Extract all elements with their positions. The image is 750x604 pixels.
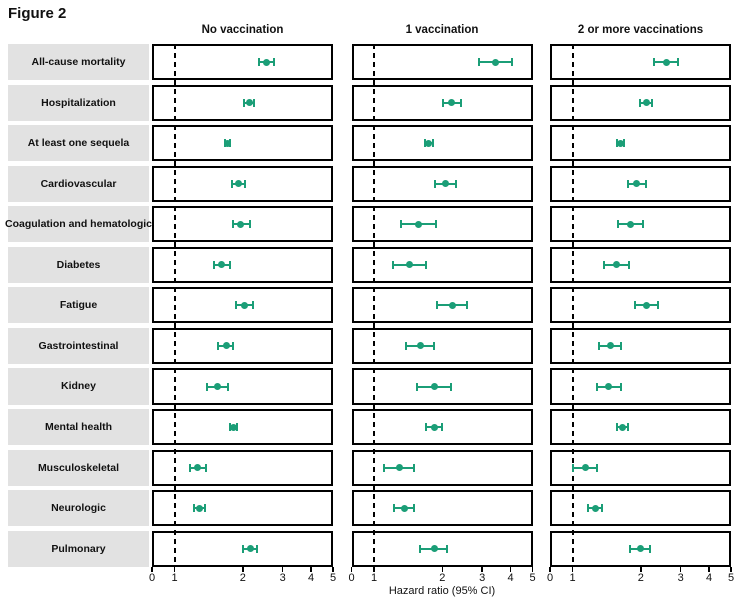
panel-box: [550, 368, 731, 404]
ci-cap-high: [601, 504, 603, 512]
point-estimate-dot: [605, 383, 612, 390]
point-estimate-dot: [442, 180, 449, 187]
x-axis-tick-label: 1: [171, 571, 178, 584]
ci-cap-high: [229, 261, 231, 269]
x-axis-tick-label: 4: [507, 571, 514, 584]
panel-box: [352, 125, 533, 161]
panel-box: [152, 450, 333, 486]
panel-box: [352, 490, 533, 526]
panel-box: [352, 328, 533, 364]
row-label-fatigue: [8, 287, 149, 323]
row-label-text: Pulmonary: [51, 542, 106, 555]
ci-cap-high: [450, 383, 452, 391]
x-axis-tick-label: 0: [148, 571, 156, 584]
row-label-diabetes: [8, 247, 149, 283]
ci-cap-low: [634, 301, 636, 309]
ci-cap-low: [383, 464, 385, 472]
ci-cap-high: [227, 383, 229, 391]
x-axis-tick-label: 3: [479, 571, 486, 584]
ci-cap-low: [392, 261, 394, 269]
row-label-text: Mental health: [44, 421, 113, 434]
ci-cap-low: [243, 99, 245, 107]
point-estimate-dot: [396, 464, 403, 471]
x-axis-tick-label: 3: [677, 571, 684, 584]
panel-box: [352, 206, 533, 242]
x-axis-tick-label: 5: [529, 571, 536, 584]
ci-cap-low: [189, 464, 191, 472]
row-label-text: At least one sequela: [27, 137, 130, 150]
ci-cap-low: [639, 99, 641, 107]
ci-cap-high: [628, 261, 630, 269]
panel-box: [152, 490, 333, 526]
row-label-text: All-cause mortality: [31, 56, 126, 69]
ci-cap-high: [651, 99, 653, 107]
x-axis-tick-label: 5: [329, 571, 337, 584]
ci-cap-low: [478, 58, 480, 66]
panel-box: [550, 490, 731, 526]
point-estimate-dot: [214, 383, 221, 390]
ci-cap-high: [433, 342, 435, 350]
ci-cap-high: [460, 99, 462, 107]
ci-cap-high: [273, 58, 275, 66]
ci-cap-high: [253, 99, 255, 107]
ci-cap-low: [217, 342, 219, 350]
ci-cap-low: [193, 504, 195, 512]
x-axis-tick-label: 4: [705, 571, 713, 584]
ci-cap-high: [642, 220, 644, 228]
ci-cap-low: [242, 545, 244, 553]
row-label-text: Diabetes: [56, 258, 101, 271]
row-label-text: Neurologic: [51, 502, 106, 515]
column-header-1-vaccination: 1 vaccination: [405, 24, 479, 36]
row-label-text: Gastrointestinal: [38, 339, 119, 352]
panel-box: [152, 125, 333, 161]
row-label-text: Hospitalization: [41, 96, 116, 109]
ci-cap-low: [442, 99, 444, 107]
ci-cap-low: [393, 504, 395, 512]
ci-cap-low: [617, 220, 619, 228]
column-header-2-or-more-vaccinations: 2 or more vaccinations: [577, 24, 704, 36]
point-estimate-dot: [425, 140, 432, 147]
panel-box: [550, 328, 731, 364]
point-estimate-dot: [246, 99, 253, 106]
ci-cap-high: [455, 180, 457, 188]
ci-cap-low: [231, 180, 233, 188]
ci-cap-low: [616, 423, 618, 431]
row-label-pulmonary: [8, 531, 149, 567]
ci-cap-high: [252, 301, 254, 309]
point-estimate-dot: [401, 505, 408, 512]
ci-cap-low: [572, 464, 574, 472]
row-label-hospitalization: [8, 85, 149, 121]
row-label-text: Cardiovascular: [40, 177, 117, 190]
point-estimate-dot: [619, 424, 626, 431]
row-label-neurologic: [8, 490, 149, 526]
ci-cap-high: [446, 545, 448, 553]
point-estimate-dot: [582, 464, 589, 471]
row-label-at-least-one-sequela: [8, 125, 149, 161]
point-estimate-dot: [431, 424, 438, 431]
x-axis-tick-label: 2: [637, 571, 644, 584]
ci-cap-high: [413, 464, 415, 472]
ci-cap-low: [416, 383, 418, 391]
ci-cap-high: [649, 545, 651, 553]
panel-box: [352, 450, 533, 486]
ci-cap-low: [206, 383, 208, 391]
ci-cap-high: [511, 58, 513, 66]
row-label-coagulation-and-hematologic: [5, 206, 153, 242]
ci-cap-low: [627, 180, 629, 188]
row-label-kidney: [8, 368, 149, 404]
panel-box: [152, 409, 333, 445]
point-estimate-dot: [431, 545, 438, 552]
row-label-gastrointestinal: [8, 328, 149, 364]
ci-cap-high: [232, 342, 234, 350]
panel-box: [152, 44, 333, 80]
ci-cap-high: [435, 220, 437, 228]
ci-cap-high: [413, 504, 415, 512]
ci-cap-high: [432, 139, 434, 147]
point-estimate-dot: [224, 140, 231, 147]
ci-cap-high: [425, 261, 427, 269]
x-axis-tick-label: 1: [569, 571, 576, 584]
ci-cap-high: [677, 58, 679, 66]
x-axis-tick-label: 2: [239, 571, 246, 584]
ci-cap-high: [244, 180, 246, 188]
ci-cap-low: [213, 261, 215, 269]
ci-cap-low: [232, 220, 234, 228]
panel-box: [550, 44, 731, 80]
ci-cap-low: [598, 342, 600, 350]
column-header-no-vaccination: No vaccination: [201, 24, 284, 36]
x-axis-tick-label: 2: [439, 571, 446, 584]
ci-cap-low: [436, 301, 438, 309]
figure-title: Figure 2: [8, 5, 67, 22]
ci-cap-low: [419, 545, 421, 553]
x-axis-tick-label: 0: [348, 571, 355, 584]
ci-cap-low: [405, 342, 407, 350]
row-label-text: Fatigue: [59, 299, 98, 312]
x-axis-title: Hazard ratio (95% CI): [388, 585, 496, 597]
point-estimate-dot: [194, 464, 201, 471]
ci-cap-low: [629, 545, 631, 553]
x-axis-tick-label: 3: [279, 571, 286, 584]
point-estimate-dot: [492, 59, 499, 66]
ci-cap-high: [249, 220, 251, 228]
ci-cap-low: [596, 383, 598, 391]
panel-box: [352, 247, 533, 283]
ci-cap-high: [645, 180, 647, 188]
point-estimate-dot: [263, 59, 270, 66]
panel-box: [550, 125, 731, 161]
ci-cap-high: [466, 301, 468, 309]
x-axis-tick-label: 4: [307, 571, 315, 584]
ci-cap-high: [627, 423, 629, 431]
ci-cap-high: [256, 545, 258, 553]
ci-cap-low: [425, 423, 427, 431]
ci-cap-low: [603, 261, 605, 269]
row-label-text: Kidney: [60, 380, 96, 393]
panel-box: [152, 328, 333, 364]
row-label-musculoskeletal: [8, 450, 149, 486]
row-label-text: Musculoskeletal: [37, 461, 120, 474]
row-label-all-cause-mortality: [8, 44, 149, 80]
point-estimate-dot: [592, 505, 599, 512]
ci-cap-low: [258, 58, 260, 66]
ci-cap-high: [204, 504, 206, 512]
ci-cap-low: [400, 220, 402, 228]
point-estimate-dot: [617, 140, 624, 147]
panel-box: [152, 247, 333, 283]
ci-cap-high: [620, 342, 622, 350]
panel-box: [550, 409, 731, 445]
point-estimate-dot: [247, 545, 254, 552]
ci-cap-high: [205, 464, 207, 472]
point-estimate-dot: [230, 424, 237, 431]
row-label-mental-health: [8, 409, 149, 445]
point-estimate-dot: [627, 221, 634, 228]
ci-cap-low: [587, 504, 589, 512]
point-estimate-dot: [196, 505, 203, 512]
ci-cap-high: [620, 383, 622, 391]
ci-cap-low: [235, 301, 237, 309]
ci-cap-low: [434, 180, 436, 188]
panel-box: [550, 247, 731, 283]
panel-box: [152, 368, 333, 404]
row-label-text: Coagulation and hematologic: [5, 218, 153, 231]
point-estimate-dot: [449, 302, 456, 309]
ci-cap-high: [596, 464, 598, 472]
x-axis-tick-label: 5: [727, 571, 735, 584]
row-label-cardiovascular: [8, 166, 149, 202]
point-estimate-dot: [637, 545, 644, 552]
x-axis-tick-label: 1: [370, 571, 378, 584]
ci-cap-low: [653, 58, 655, 66]
ci-cap-high: [657, 301, 659, 309]
x-axis-tick-label: 0: [546, 571, 554, 584]
ci-cap-high: [441, 423, 443, 431]
point-estimate-dot: [415, 221, 422, 228]
